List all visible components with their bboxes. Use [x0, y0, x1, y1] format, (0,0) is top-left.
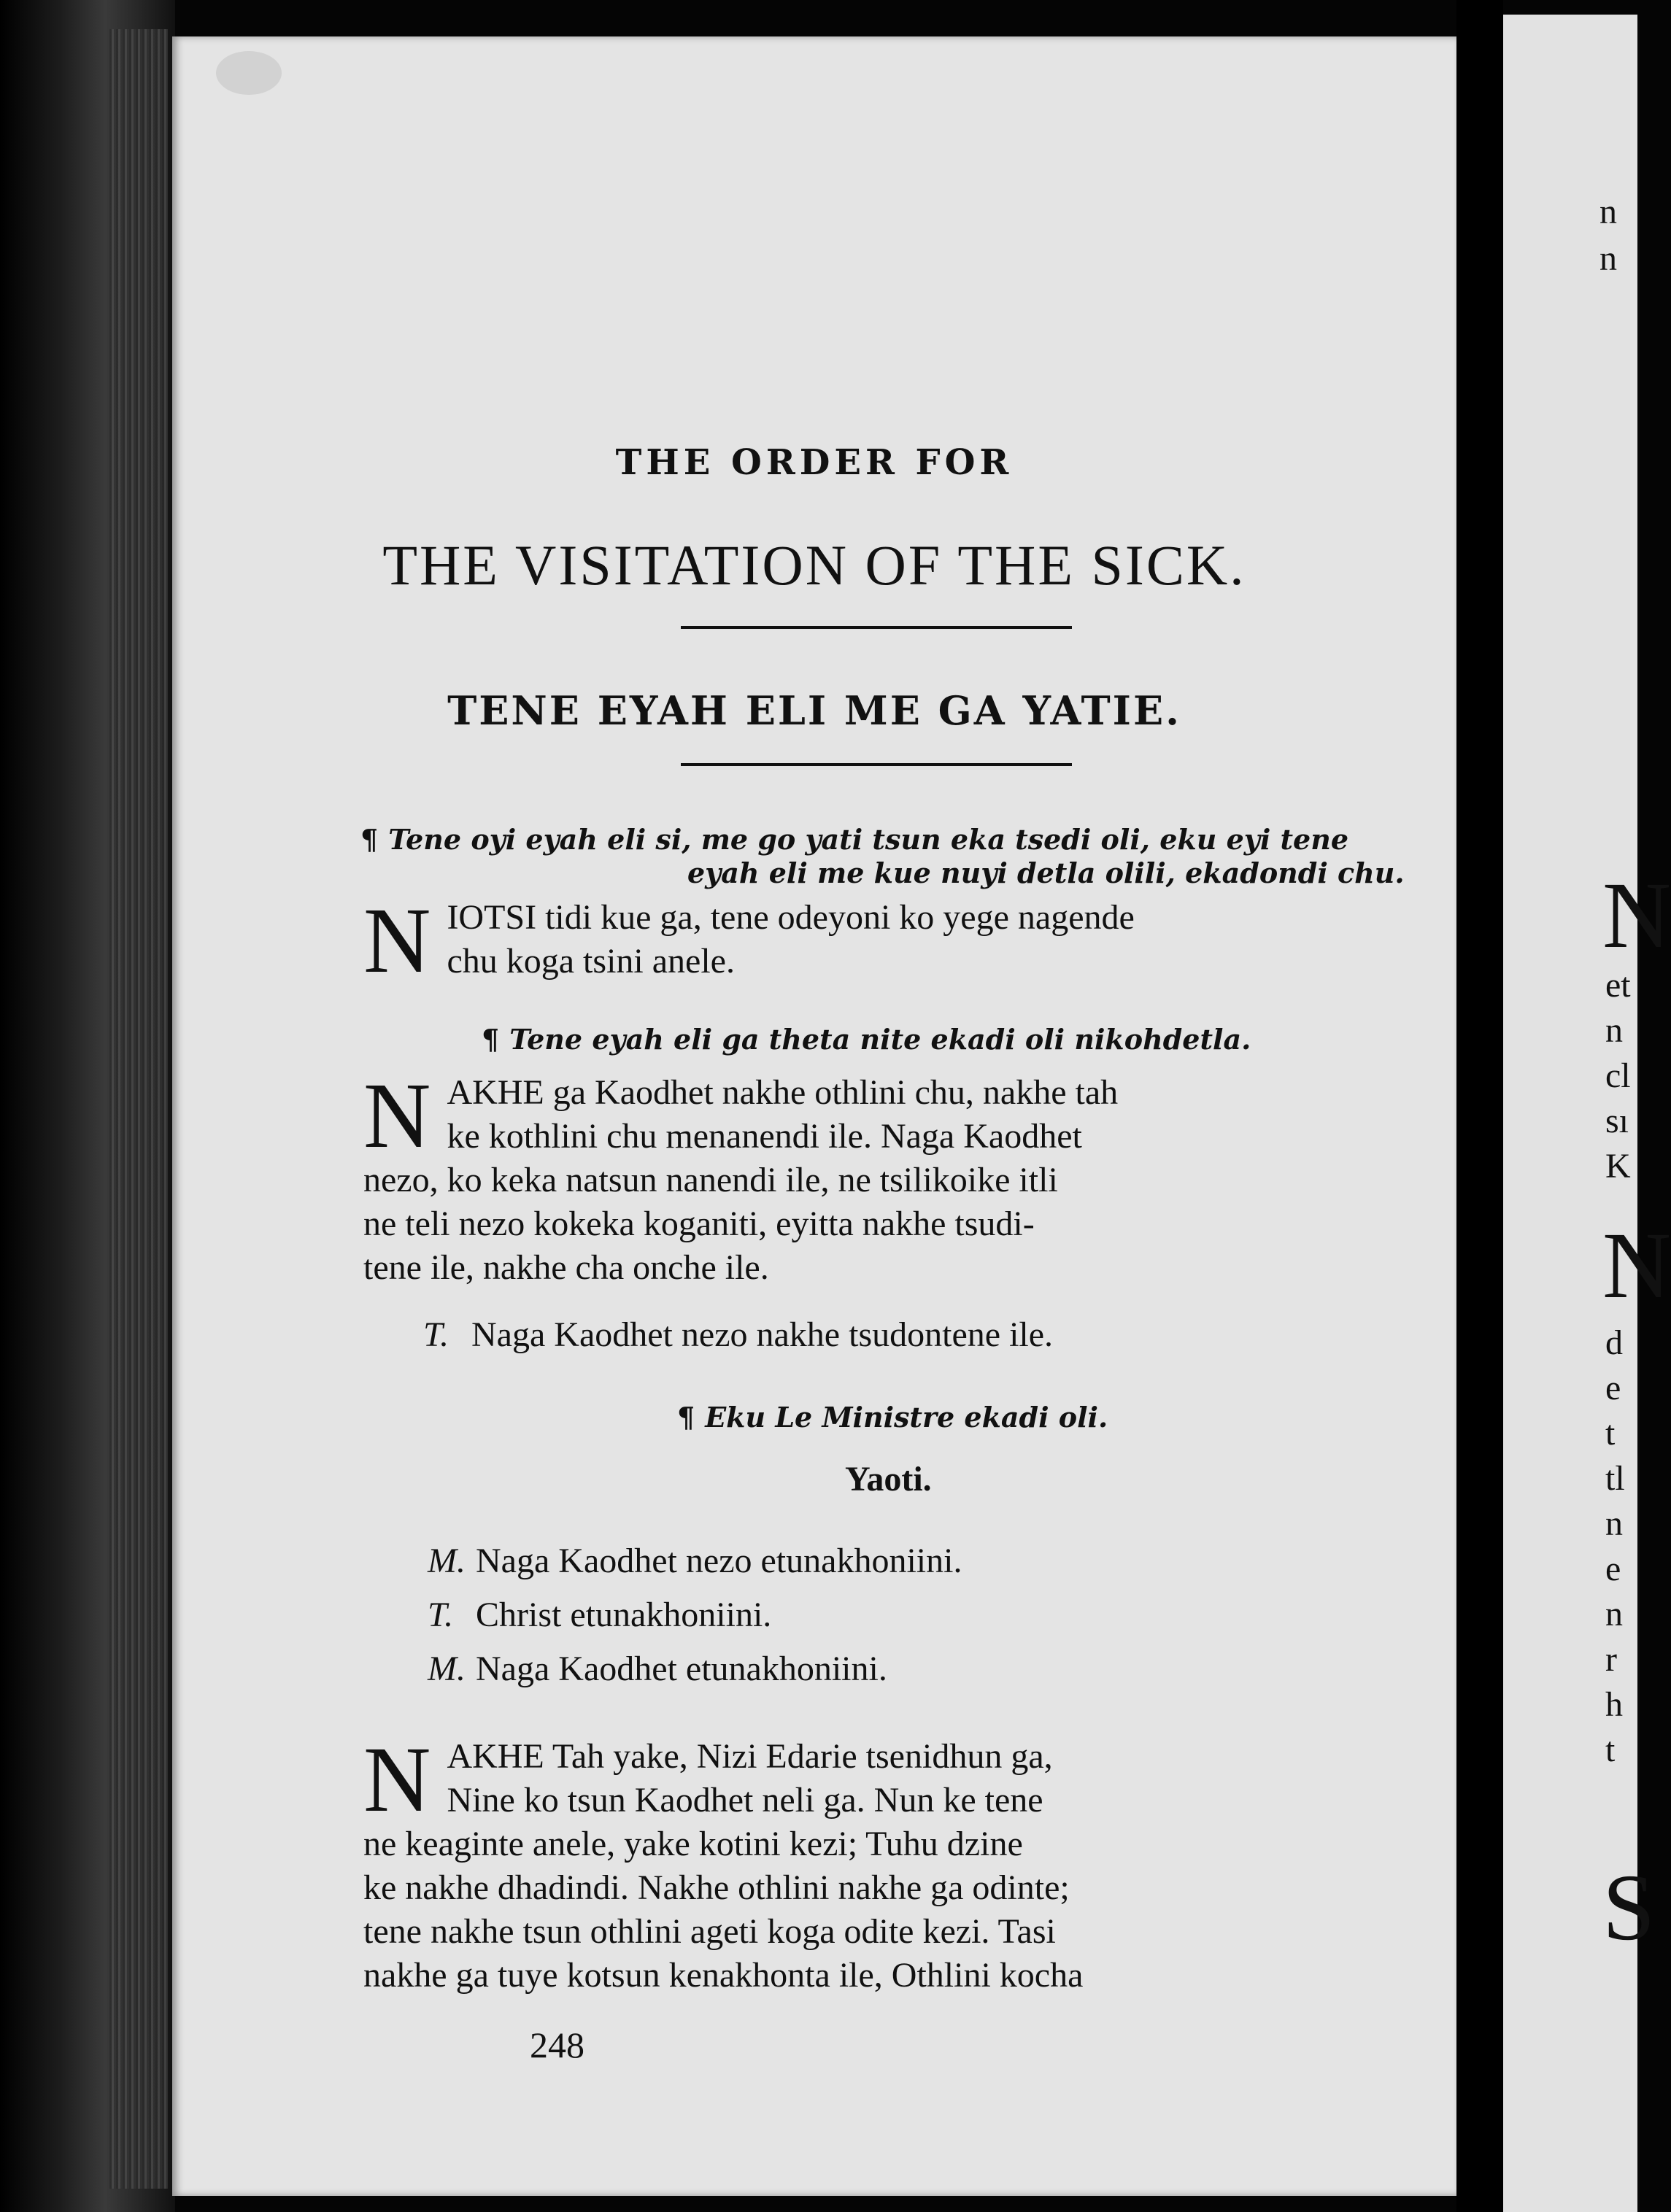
next-page-dropcap: N: [1602, 863, 1671, 968]
paragraph-2: [363, 1064, 1538, 1290]
rubric-3-text: Eku Le Ministre ekadi oli.: [705, 1401, 1108, 1434]
rubric-1-line-2: eyah eli me kue nuyi detla olili, ekadondi chu.: [687, 856, 1405, 889]
pilcrow-icon: ¶: [360, 823, 379, 856]
response-text: Naga Kaodhet nezo nakhe tsudontene ile.: [471, 1315, 1054, 1354]
versicle-text: Naga Kaodhet nezo etunakhoniini.: [476, 1542, 962, 1580]
speaker-label: T.: [428, 1596, 454, 1634]
next-page-sliver: [1503, 15, 1671, 2212]
next-page-text: d: [1605, 1323, 1623, 1362]
next-page-text: n: [1599, 239, 1617, 278]
rubric-1: [360, 823, 1455, 890]
next-page-text: n: [1599, 193, 1617, 231]
page-stain: [216, 51, 282, 95]
paragraph-1: [363, 889, 1538, 992]
versicle-text: Christ etunakhoniini.: [476, 1596, 772, 1634]
next-page-text: r: [1605, 1640, 1617, 1679]
next-page-text: sı: [1605, 1102, 1629, 1140]
pilcrow-icon: ¶: [482, 1023, 500, 1056]
page-edges: [109, 29, 168, 2189]
next-page-text: t: [1605, 1730, 1616, 1769]
versicle-text: Naga Kaodhet etunakhoniini.: [476, 1650, 887, 1688]
paragraph-1-line-2: chu koga tsini anele.: [447, 942, 735, 981]
rubric-1-line-1: Tene oyi eyah eli si, me go yati tsun eka tsedi oli, eku eyi tene: [388, 823, 1349, 856]
next-page-text: K: [1605, 1147, 1631, 1186]
versicle-3: [428, 1647, 887, 1691]
paragraph-3-line-4: ke nakhe dhadindi. Nakhe othlini nakhe ga odinte;: [363, 1868, 1070, 1907]
next-page-dropcap: S: [1602, 1855, 1656, 1960]
rubric-2-text: Tene eyah eli ga theta nite ekadi oli nikohdetla.: [509, 1023, 1251, 1056]
versicle-2: [428, 1593, 771, 1637]
paragraph-2-line-2: ke kothlini chu menanendi ile. Naga Kaodhet: [447, 1117, 1082, 1156]
paragraph-3-line-5: tene nakhe tsun othlini ageti koga odite kezi. Tasi: [363, 1912, 1056, 1951]
next-page-text: h: [1605, 1685, 1623, 1724]
drop-cap: N: [363, 1728, 431, 1831]
order-for-heading: THE ORDER FOR: [615, 442, 1014, 483]
title-rule-bottom: [681, 763, 1072, 766]
next-page-text: cl: [1605, 1056, 1631, 1095]
speaker-label: M.: [428, 1650, 466, 1688]
paragraph-3-line-1: AKHE Tah yake, Nizi Edarie tsenidhun ga,: [447, 1737, 1053, 1776]
next-page-dropcap: N: [1602, 1213, 1671, 1318]
next-page-text: n: [1605, 1595, 1623, 1633]
speaker-label: T.: [423, 1315, 449, 1354]
paragraph-3-line-3: ne keaginte anele, yake kotini kezi; Tuhu dzine: [363, 1825, 1023, 1863]
next-page-text: n: [1605, 1011, 1623, 1050]
paragraph-2-line-5: tene ile, nakhe cha onche ile.: [363, 1248, 769, 1287]
pilcrow-icon: ¶: [677, 1401, 695, 1434]
title-rule-top: [681, 626, 1072, 629]
next-page-text: e: [1605, 1369, 1621, 1407]
paragraph-3-line-6: nakhe ga tuye kotsun kenakhonta ile, Othlini kocha: [363, 1956, 1084, 1995]
subtitle: TENE EYAH ELI ME GA YATIE.: [447, 687, 1181, 734]
response-line: [423, 1313, 1053, 1357]
gutter: [1456, 0, 1503, 2212]
rubric-2: [482, 1023, 1251, 1056]
page-number: 248: [530, 2025, 584, 2065]
versicle-1: [428, 1539, 962, 1583]
drop-cap: N: [363, 889, 431, 992]
next-page-text: e: [1605, 1550, 1621, 1588]
book-page: [172, 36, 1456, 2196]
speaker-label: M.: [428, 1542, 466, 1580]
next-page-text: tl: [1605, 1459, 1625, 1498]
paragraph-3-line-2: Nine ko tsun Kaodhet neli ga. Nun ke tene: [447, 1781, 1043, 1820]
paragraph-3: [363, 1728, 1538, 1998]
paragraph-1-line-1: IOTSI tidi kue ga, tene odeyoni ko yege nagende: [447, 898, 1135, 937]
rubric-3: [677, 1401, 1108, 1434]
paragraph-2-line-4: ne teli nezo kokeka koganiti, eyitta nakhe tsudi-: [363, 1204, 1035, 1243]
drop-cap: N: [363, 1064, 431, 1167]
next-page-text: et: [1605, 966, 1631, 1005]
paragraph-2-line-1: AKHE ga Kaodhet nakhe othlini chu, nakhe tah: [447, 1073, 1119, 1112]
next-page-text: t: [1605, 1414, 1616, 1453]
next-page-text: n: [1605, 1504, 1623, 1543]
page-title: THE VISITATION OF THE SICK.: [382, 533, 1246, 597]
paragraph-2-line-3: nezo, ko keka natsun nanendi ile, ne tsilikoike itli: [363, 1161, 1058, 1199]
yaoti-heading: Yaoti.: [845, 1460, 932, 1498]
